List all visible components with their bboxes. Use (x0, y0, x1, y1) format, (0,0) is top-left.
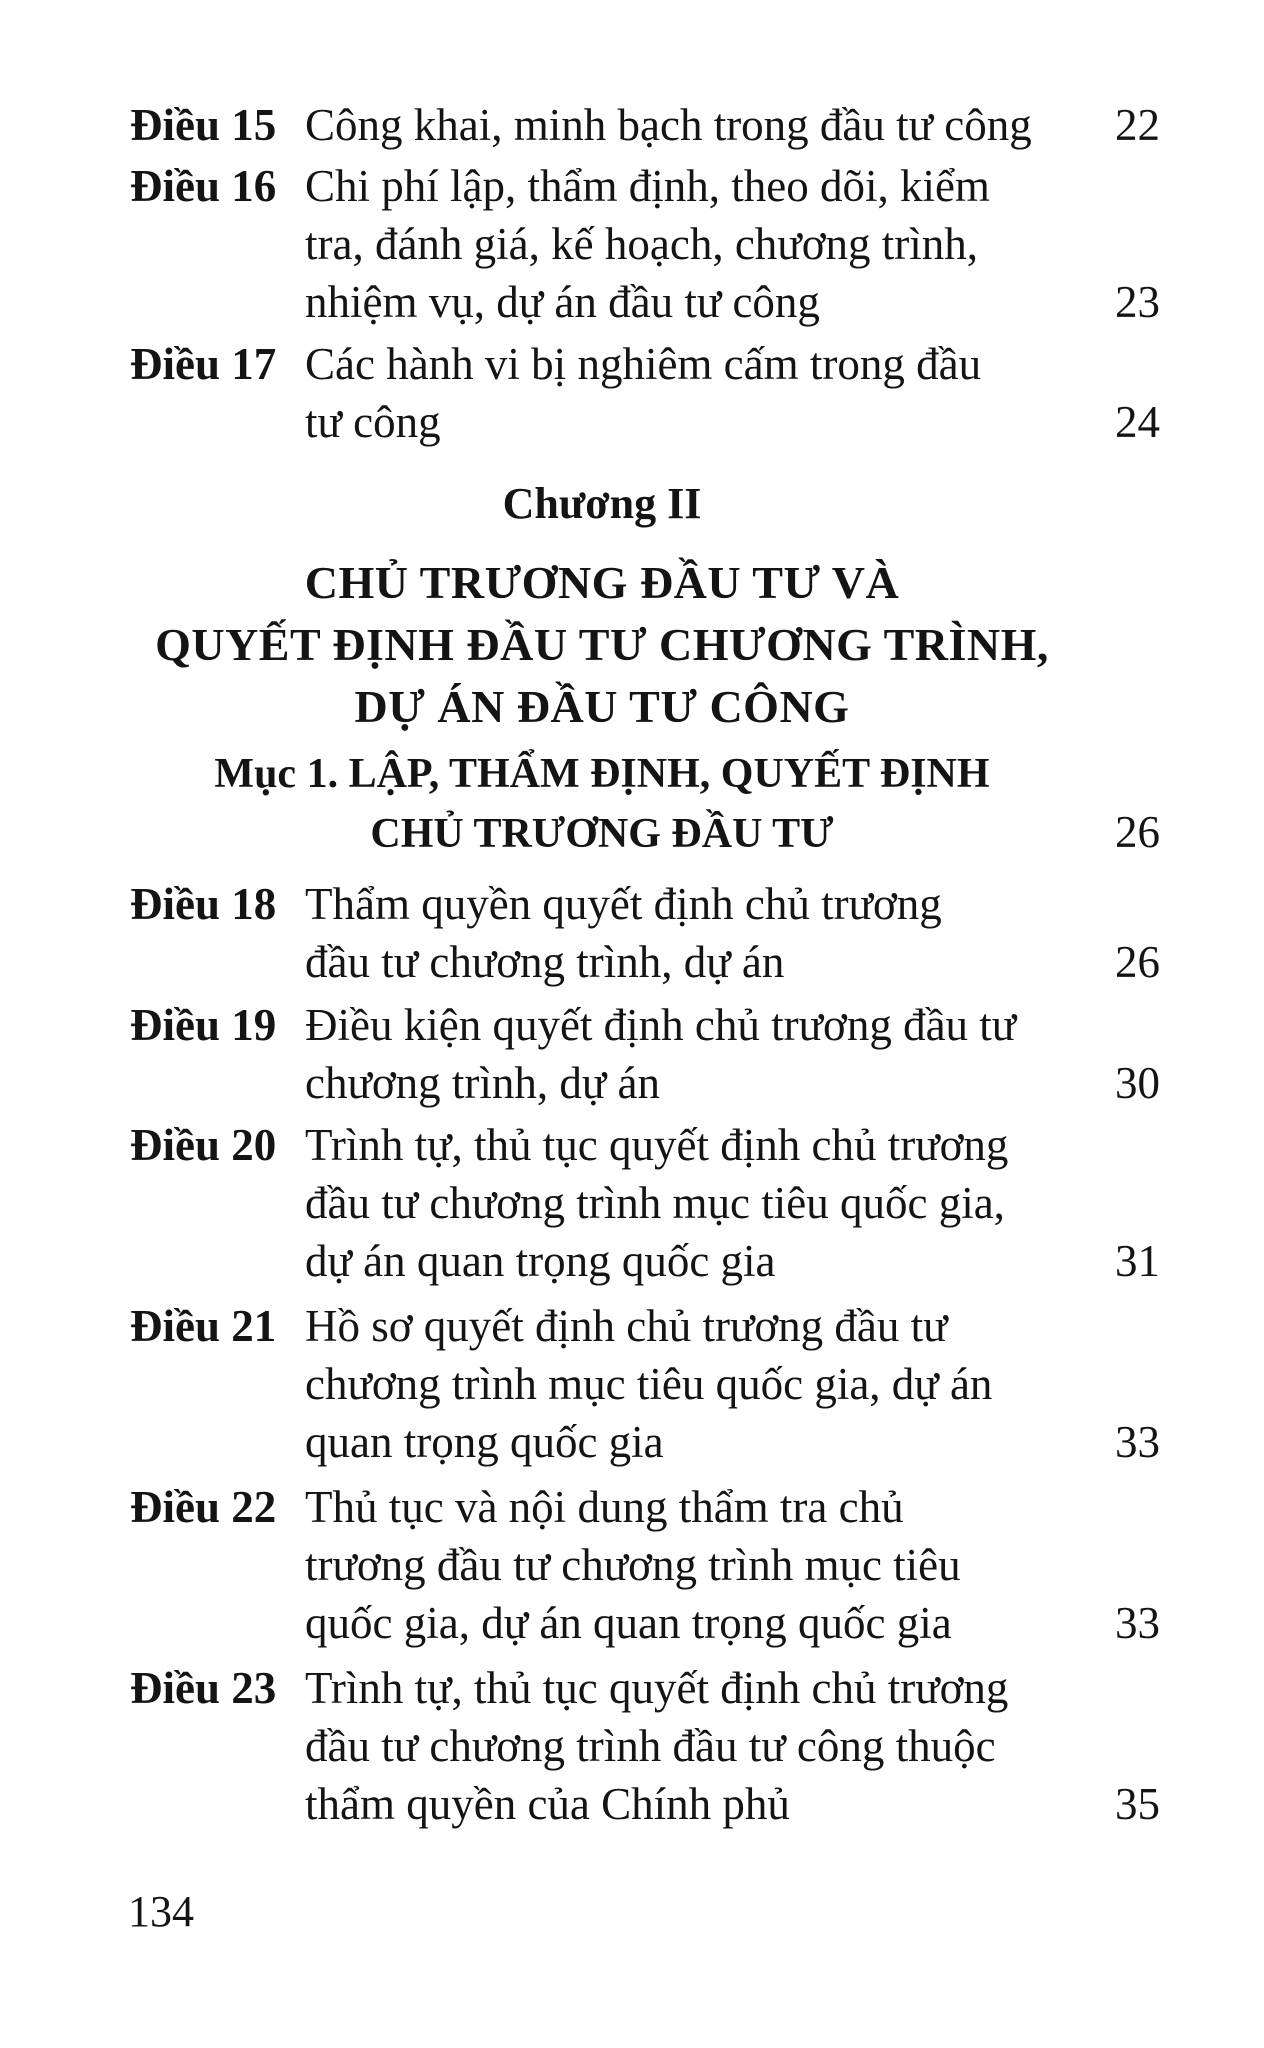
article-title: Trình tự, thủ tục quyết định chủ trương đầu tư chương trình đầu tư công thuộc thẩm quyền của Chính phủ (305, 1663, 1009, 1829)
article-label: Điều 16 (130, 161, 277, 211)
page-number: 33 (1115, 1598, 1160, 1648)
page-number: 22 (1115, 100, 1160, 150)
page-number: 23 (1115, 277, 1160, 327)
chapter-title-line-2: QUYẾT ĐỊNH ĐẦU TƯ CHƯƠNG TRÌNH, (155, 619, 1049, 670)
article-title: Trình tự, thủ tục quyết định chủ trương đầu tư chương trình mục tiêu quốc gia, dự án quan trọng quốc gia (305, 1120, 1009, 1286)
chapter-label: Chương II (502, 479, 702, 528)
section-title-line-1: Mục 1. LẬP, THẨM ĐỊNH, QUYẾT ĐỊNH (214, 751, 990, 797)
article-title: Công khai, minh bạch trong đầu tư công (305, 100, 1032, 150)
article-title: Các hành vi bị nghiêm cấm trong đầu tư công (305, 339, 982, 447)
article-label: Điều 20 (130, 1120, 277, 1170)
article-title: Chi phí lập, thẩm định, theo dõi, kiểm tra, đánh giá, kế hoạch, chương trình, nhiệm vụ, dự án đầu tư công (305, 161, 990, 327)
section-title-line-2: CHỦ TRƯƠNG ĐẦU TƯ (370, 811, 834, 857)
article-title: Thẩm quyền quyết định chủ trương đầu tư chương trình, dự án (305, 879, 942, 987)
article-title: Điều kiện quyết định chủ trương đầu tư chương trình, dự án (305, 1000, 1017, 1108)
article-label: Điều 15 (130, 100, 277, 150)
page-number: 33 (1115, 1417, 1160, 1467)
article-label: Điều 21 (130, 1301, 277, 1351)
article-label: Điều 18 (130, 879, 277, 929)
chapter-title-line-3: DỰ ÁN ĐẦU TƯ CÔNG (354, 681, 850, 732)
page-number: 26 (1115, 937, 1160, 987)
page-number: 35 (1115, 1779, 1160, 1829)
article-label: Điều 19 (130, 1000, 277, 1050)
chapter-title-line-1: CHỦ TRƯƠNG ĐẦU TƯ VÀ (304, 557, 900, 608)
article-label: Điều 23 (130, 1663, 277, 1713)
page-number: 24 (1115, 397, 1160, 447)
article-label: Điều 22 (130, 1482, 277, 1532)
section-page-number: 26 (1115, 807, 1160, 857)
page-number: 31 (1115, 1236, 1160, 1286)
article-title: Thủ tục và nội dung thẩm tra chủ trương đầu tư chương trình mục tiêu quốc gia, dự án quan trọng quốc gia (305, 1482, 961, 1648)
article-title: Hồ sơ quyết định chủ trương đầu tư chương trình mục tiêu quốc gia, dự án quan trọng quốc gia (305, 1301, 993, 1467)
page-number: 30 (1115, 1058, 1160, 1108)
article-label: Điều 17 (130, 339, 277, 389)
page-folio: 134 (128, 1887, 194, 1936)
